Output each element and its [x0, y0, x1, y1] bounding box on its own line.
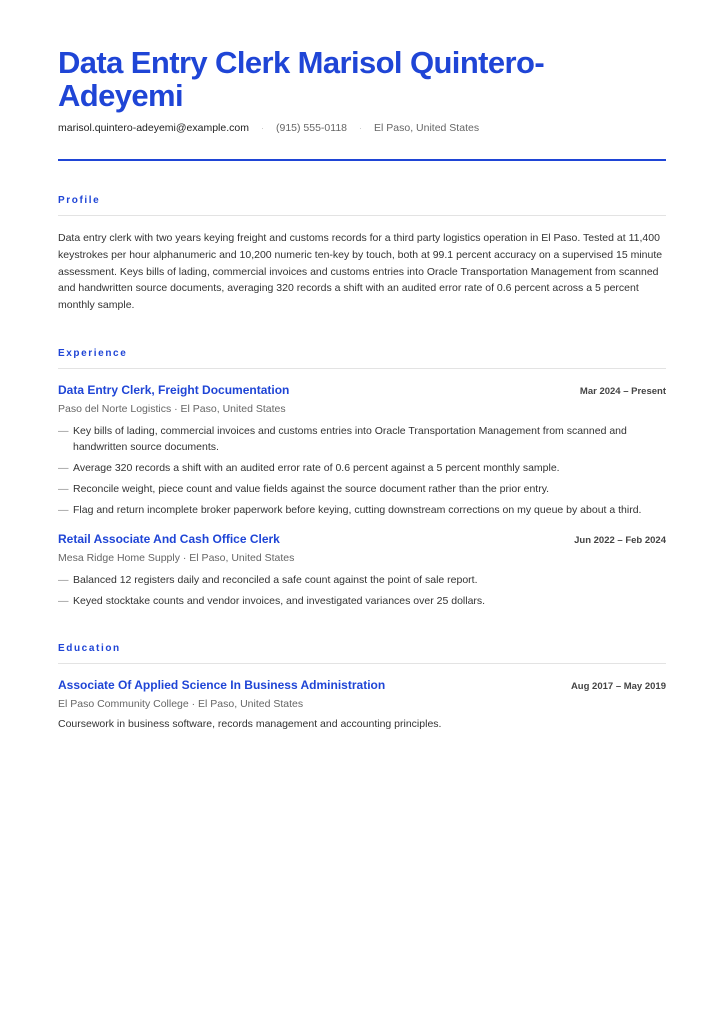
section-divider	[58, 215, 666, 216]
contact-separator: ·	[260, 123, 264, 133]
email-text: marisol.quintero-adeyemi@example.com	[58, 122, 249, 134]
job-title: Retail Associate And Cash Office Clerk	[58, 531, 280, 546]
header-divider	[58, 159, 666, 161]
section-divider	[58, 663, 666, 664]
job-bullets	[58, 423, 666, 518]
job-entry	[58, 532, 666, 609]
dash-glyph: —	[58, 424, 69, 437]
bullet-text: Flag and return incomplete broker paperwork before keying, cutting downstream corrections on my queue by about a third.	[73, 503, 642, 516]
contact-line	[58, 122, 666, 134]
experience-heading: Experience	[58, 347, 128, 359]
contact-separator: ·	[359, 123, 363, 133]
profile-summary: Data entry clerk with two years keying freight and customs records for a third party logistics operation in El Paso. Tested at 11,400 keystrokes per hour alphanumeric and 10,200 numeric ten-key by touch, both at 99.1 percent accuracy on a supervised 15 minute assessment. Keys bills of lading, commercial invoices and customs entries into Oracle Transportation Management from scanned and handwritten source documents, averaging 320 records a shift with an audited error rate of 0.6 percent across a 5 percent monthly sample.	[58, 232, 663, 312]
school-name: El Paso Community College · El Paso, United States	[58, 697, 304, 710]
job-bullet	[58, 593, 666, 609]
job-bullets	[58, 572, 666, 609]
dash-glyph: —	[58, 461, 69, 474]
job-employer: Paso del Norte Logistics · El Paso, United States	[58, 402, 286, 415]
bullet-text: Balanced 12 registers daily and reconciled a safe count against the point of sale report.	[73, 573, 478, 586]
dash-glyph: —	[58, 594, 69, 607]
degree-title: Associate Of Applied Science In Business Administration	[58, 677, 386, 692]
phone-text: (915) 555-0118	[275, 122, 348, 134]
education-header	[58, 678, 666, 692]
job-employer: Mesa Ridge Home Supply · El Paso, United States	[58, 551, 295, 564]
bullet-text: Reconcile weight, piece count and value fields against the source document rather than the prior entry.	[73, 482, 550, 495]
education-heading: Education	[58, 642, 121, 654]
dash-glyph: —	[58, 503, 69, 516]
job-bullet	[58, 502, 666, 518]
job-entry	[58, 383, 666, 518]
location-text: El Paso, United States	[374, 122, 480, 134]
education-entry	[58, 678, 666, 730]
job-dates: Mar 2024 – Present	[579, 385, 666, 397]
education-description: Coursework in business software, records management and accounting principles.	[58, 717, 442, 730]
bullet-text: Key bills of lading, commercial invoices and customs entries into Oracle Transportation Management from scanned and handwritten source documents.	[73, 424, 627, 453]
education-dates: Aug 2017 – May 2019	[570, 680, 666, 692]
job-bullet	[58, 423, 666, 455]
bullet-text: Keyed stocktake counts and vendor invoices, and investigated variances over 25 dollars.	[73, 594, 486, 607]
job-bullet	[58, 481, 666, 497]
bullet-text: Average 320 records a shift with an audited error rate of 0.6 percent against a 5 percent monthly sample.	[73, 461, 560, 474]
job-bullet	[58, 460, 666, 476]
profile-heading: Profile	[58, 195, 101, 206]
dash-glyph: —	[58, 573, 69, 586]
job-bullet	[58, 572, 666, 588]
job-header	[58, 532, 666, 546]
job-title: Data Entry Clerk, Freight Documentation	[58, 382, 290, 397]
dash-glyph: —	[58, 482, 69, 495]
job-header	[58, 383, 666, 397]
job-dates: Jun 2022 – Feb 2024	[574, 534, 666, 546]
candidate-name: Data Entry Clerk Marisol Quintero-Adeyemi	[58, 45, 545, 113]
section-divider	[58, 368, 666, 369]
